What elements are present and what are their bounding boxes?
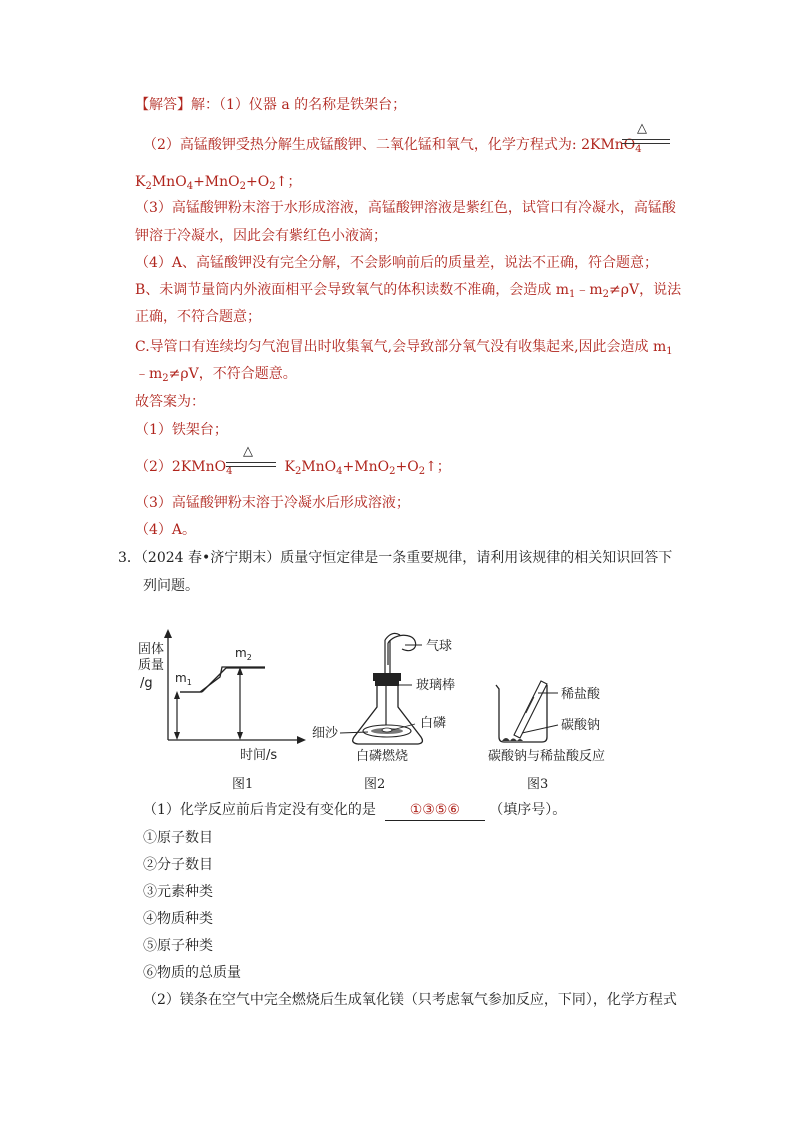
reaction-condition-line-4 <box>226 466 276 467</box>
answer-line-14: （3）高锰酸钾粉末溶于冷凝水后形成溶液； <box>135 495 410 511</box>
q1-answer-blank: ①③⑤⑥ <box>385 800 485 821</box>
fig2-title: 白磷燃烧 <box>356 749 409 764</box>
answer-line-1: 【解答】解：（1）仪器 a 的名称是铁架台； <box>135 97 407 113</box>
answer-line-2: （2）高锰酸钾受热分解生成锰酸钾、二氧化锰和氧气，化学方程式为: 2KMnO$_4$ <box>143 137 642 155</box>
reaction-condition-line-2 <box>622 143 670 144</box>
fig1-ylabel-1: 固体 <box>138 642 165 657</box>
answer-line-6: （4）A、高锰酸钾没有完全分解，不会影响前后的质量差，说法不正确，符合题意； <box>135 255 659 271</box>
q1-option-3: ③元素种类 <box>143 884 213 900</box>
fig3-carbonate-label: 碳酸钠 <box>561 718 601 733</box>
fig1-ylabel-3: /g <box>140 676 153 691</box>
fig1-ylabel-2: 质量 <box>138 658 165 673</box>
q1-option-5: ⑤原子种类 <box>143 938 213 954</box>
answer-line-4: （3）高锰酸钾粉末溶于水形成溶液，高锰酸钾溶液是紫红色，试管口有冷凝水，高锰酸 <box>135 200 676 216</box>
answer-line-15: （4）A。 <box>135 522 197 538</box>
fig3-acid-label: 稀盐酸 <box>561 687 601 702</box>
fig2-balloon-label: 气球 <box>426 639 453 654</box>
q1-option-2: ②分子数目 <box>143 857 213 873</box>
q1-option-6: ⑥物质的总质量 <box>143 965 241 981</box>
figure-3-beaker <box>488 681 605 764</box>
answer-line-13: （2）2KMnO$_4$ $K_2MnO_4+MnO_2+O_2↑$； <box>135 459 451 477</box>
fig2-sand-label: 细沙 <box>312 726 339 741</box>
fig1-m2-label: $m_2$ <box>235 646 252 662</box>
fig2-rod-label: 玻璃棒 <box>416 678 456 693</box>
fig1-m1-label: $m_1$ <box>175 671 192 687</box>
answer-line-11: 故答案为： <box>135 394 205 410</box>
q1-option-4: ④物质种类 <box>143 911 213 927</box>
fig1-caption: 图1 <box>232 777 254 792</box>
figure-1-graph <box>138 629 306 763</box>
fig3-title: 碳酸钠与稀盐酸反应 <box>488 749 606 764</box>
reaction-condition-line-3 <box>226 462 276 463</box>
figure-2-flask <box>312 633 455 764</box>
q1-option-1: ①原子数目 <box>143 830 213 846</box>
answer-line-7: B、未调节量筒内外液面相平会导致氧气的体积读数不准确，会造成 $m_1﹣m_2\ne\rho V$，说法 <box>135 282 682 300</box>
fig2-caption: 图2 <box>364 777 386 792</box>
q2-line: （2）镁条在空气中完全燃烧后生成氧化镁（只考虑氧气参加反应，下同），化学方程式 <box>143 992 677 1008</box>
answer-line-10: $﹣m_2\ne\rho V$，不符合题意。 <box>135 366 297 384</box>
answer-line-9: C.导管口有连续均匀气泡冒出时收集氧气,会导致部分氧气没有收集起来,因此会造成 $m_1$ <box>135 339 673 357</box>
delta-symbol: △ <box>637 121 647 136</box>
answer-tag: 【解答】 <box>135 97 191 113</box>
answer-line-8: 正确，不符合题意； <box>135 309 261 325</box>
figures-panel <box>130 625 650 795</box>
fig2-phosphorus-label: 白磷 <box>420 716 447 731</box>
question-number: 3． <box>118 550 141 566</box>
q1-prompt-line: （1）化学反应前后肯定没有变化的是 ①③⑤⑥ （填序号）。 <box>143 800 566 821</box>
delta-symbol-2: △ <box>243 444 253 459</box>
fig3-caption: 图3 <box>527 777 549 792</box>
question-3-line-2: 列问题。 <box>143 578 199 594</box>
answer-line-3: $K_2MnO_4+MnO_2+O_2↑$； <box>135 174 302 192</box>
reaction-condition-line <box>622 139 670 140</box>
question-3-line-1: 3．（2024 春•济宁期末）质量守恒定律是一条重要规律，请利用该规律的相关知识回答下 <box>118 550 673 566</box>
answer-line-5: 钾溶于冷凝水，因此会有紫红色小液滴； <box>135 228 387 244</box>
answer-line-12: （1）铁架台； <box>135 422 228 438</box>
fig1-xlabel: 时间/s <box>240 748 278 763</box>
